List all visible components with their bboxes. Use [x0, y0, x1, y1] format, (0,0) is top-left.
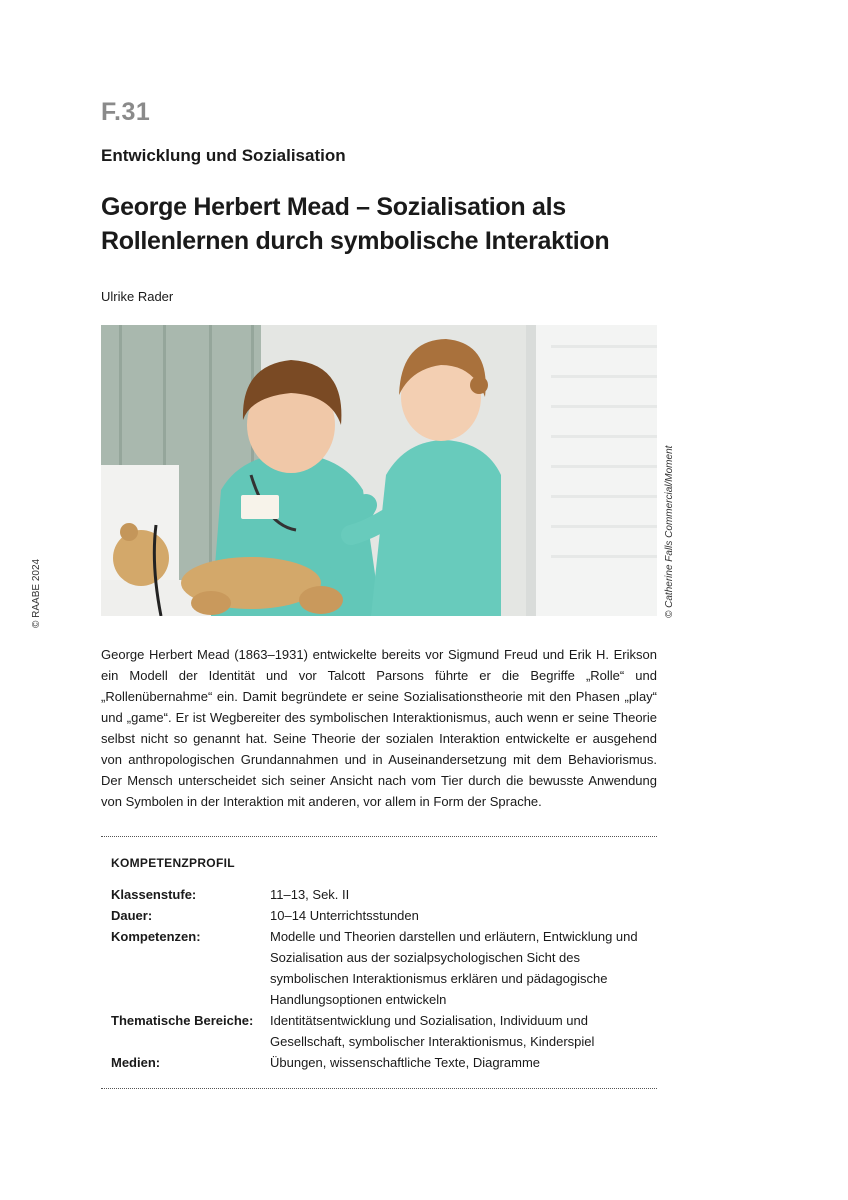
- author-name: Ulrike Rader: [101, 289, 174, 304]
- profile-value: 10–14 Unterrichtsstunden: [270, 908, 419, 923]
- profile-label: Kompetenzen:: [111, 929, 201, 944]
- profile-row-competences: [111, 926, 651, 1010]
- profile-row-duration: [111, 905, 651, 926]
- profile-value: Übungen, wissenschaftliche Texte, Diagramme: [270, 1055, 541, 1070]
- profile-row-topics: [111, 1010, 651, 1052]
- page-title: [101, 190, 661, 258]
- intro-paragraph: George Herbert Mead (1863–1931) entwickelte bereits vor Sigmund Freud und Erik H. Erikson ein Modell der Identität und vor Talcott Parsons führte er die Begriffe „Rolle“ und „Rollenübernahme“ ein. Damit begründete er seine Sozialisationstheorie mit den Phasen „play“ und „game“. Er ist Wegbereiter des symbolischen Interaktionismus, auch wenn er seine Theorie selbst nicht so genannt hat. Seine Theorie der sozialen Interaktion entwickelte er ausgehend von anthropologischen Grundannahmen und in Auseinandersetzung mit dem Behaviorismus. Der Mensch unterscheidet sich seiner Ansicht nach vom Tier durch die bewusste Anwendung von Symbolen in der Interaktion mit anderen, vor allem in Form der Sprache.: [101, 647, 657, 809]
- title-line-1: George Herbert Mead – Sozialisation als: [101, 193, 566, 221]
- cover-photo: [101, 325, 657, 616]
- divider-top: [101, 836, 657, 837]
- divider-bottom: [101, 1088, 657, 1089]
- profile-row-media: [111, 1052, 651, 1073]
- profile-label: Dauer:: [111, 908, 153, 923]
- copyright-note: © RAABE 2024: [31, 558, 42, 628]
- unit-code: F.31: [101, 98, 151, 126]
- competence-profile: [111, 856, 651, 1073]
- profile-value: 11–13, Sek. II: [270, 887, 350, 902]
- profile-row-grade: [111, 884, 651, 905]
- photo-credit: © Catherine Falls Commercial/Moment: [664, 445, 675, 618]
- subject-heading: Entwicklung und Sozialisation: [101, 146, 346, 165]
- profile-label: Klassenstufe:: [111, 887, 197, 902]
- profile-label: Thematische Bereiche:: [111, 1013, 254, 1028]
- children-playing-doctor-illustration: [101, 325, 657, 616]
- profile-value: Modelle und Theorien darstellen und erläutern, Entwicklung und Sozialisation aus der sozialpsychologischen Sicht des symbolischen Interaktionismus erklären und pädagogische Handlungsoptionen entwickeln: [270, 929, 638, 1007]
- profile-value: Identitätsentwicklung und Sozialisation, Individuum und Gesellschaft, symbolischer Interaktionismus, Kinderspiel: [270, 1013, 595, 1049]
- title-line-2: Rollenlernen durch symbolische Interaktion: [101, 227, 610, 255]
- profile-label: Medien:: [111, 1055, 161, 1070]
- profile-heading: KOMPETENZPROFIL: [111, 856, 235, 870]
